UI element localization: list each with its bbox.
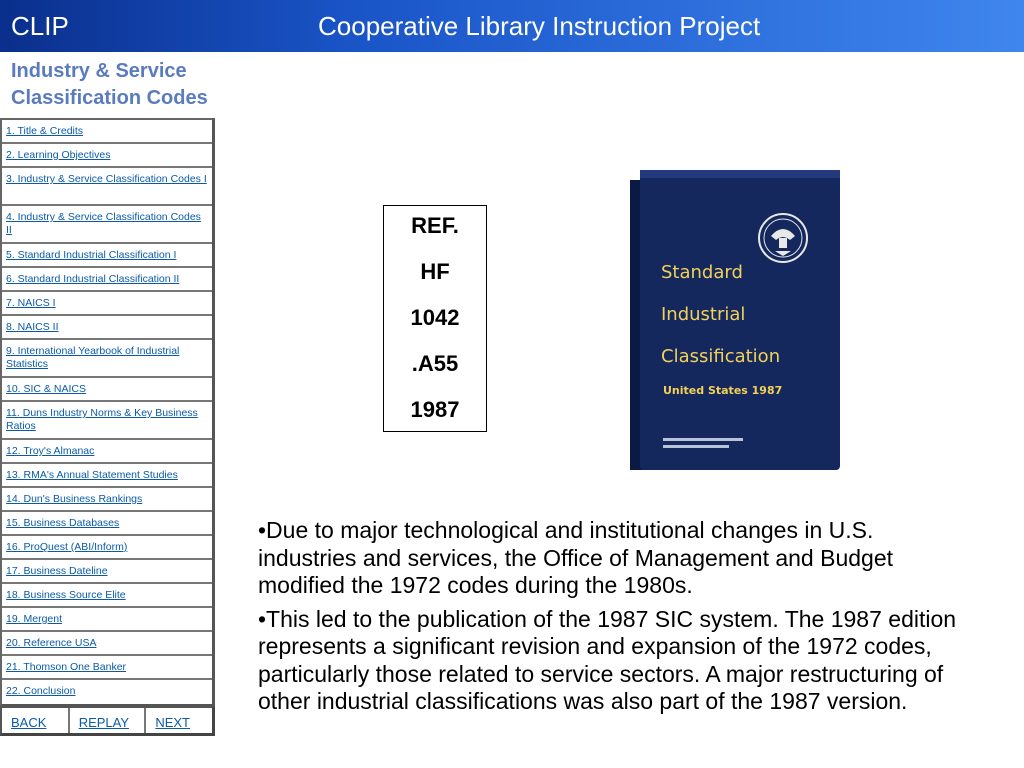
book-cover-image [628, 158, 842, 472]
call-number-line: 1042 [410, 305, 460, 330]
toc-item[interactable] [2, 560, 212, 584]
toc-item[interactable] [2, 608, 212, 632]
call-number-line: 1987 [410, 397, 460, 422]
next-button[interactable]: NEXT [155, 715, 190, 730]
body-text [258, 517, 978, 722]
toc-link-reference-usa[interactable]: 20. Reference USA [6, 637, 97, 649]
nav-bar [0, 706, 215, 736]
toc-link-sic-2[interactable]: 6. Standard Industrial Classification II [6, 273, 180, 285]
toc-link-conclusion[interactable]: 22. Conclusion [6, 685, 76, 697]
toc-link-codes-1[interactable]: 3. Industry & Service Classification Codes I [6, 173, 207, 185]
toc-link-rma[interactable]: 13. RMA's Annual Statement Studies [6, 469, 178, 481]
toc-link-proquest[interactable]: 16. ProQuest (ABI/Inform) [6, 541, 128, 553]
toc-item[interactable] [2, 168, 212, 206]
toc-item[interactable] [2, 632, 212, 656]
body-paragraph-1: •Due to major technological and institutional changes in U.S. industries and services, the Office of Management and Budget modified the 1972 codes during the 1980s. [258, 517, 894, 598]
toc-link-thomson-one[interactable]: 21. Thomson One Banker [6, 661, 127, 673]
toc-item[interactable] [2, 378, 212, 402]
toc-link-sic-1[interactable]: 5. Standard Industrial Classification I [6, 249, 177, 261]
toc-link-naics-2[interactable]: 8. NAICS II [6, 321, 59, 333]
toc-link-sic-naics[interactable]: 10. SIC & NAICS [6, 383, 86, 395]
toc-link-business-databases[interactable]: 15. Business Databases [6, 517, 120, 529]
toc-link-duns-norms[interactable]: 11. Duns Industry Norms & Key Business Ratios [6, 407, 198, 432]
toc-item[interactable] [2, 268, 212, 292]
book-title-line-1: Standard [661, 262, 743, 283]
toc-item[interactable] [2, 206, 212, 244]
toc-link-business-dateline[interactable]: 17. Business Dateline [6, 565, 108, 577]
call-number-box [383, 205, 487, 432]
toc-item[interactable] [2, 536, 212, 560]
toc-link-mergent[interactable]: 19. Mergent [6, 613, 63, 625]
replay-button[interactable]: REPLAY [70, 708, 147, 733]
toc-item[interactable] [2, 292, 212, 316]
call-number-line: .A55 [411, 351, 459, 376]
toc-item[interactable] [2, 464, 212, 488]
toc-link-title-credits[interactable]: 1. Title & Credits [6, 125, 84, 137]
toc-item[interactable] [2, 340, 212, 378]
toc-item[interactable] [2, 244, 212, 268]
toc-item[interactable] [2, 584, 212, 608]
toc-item[interactable] [2, 440, 212, 464]
toc-item[interactable] [2, 512, 212, 536]
back-button[interactable]: BACK [2, 708, 70, 733]
toc-link-duns-rankings[interactable]: 14. Dun's Business Rankings [6, 493, 143, 505]
app-name: CLIP [11, 11, 69, 41]
toc-item[interactable] [2, 144, 212, 168]
toc-item[interactable] [2, 680, 212, 704]
book-title-line-2: Industrial [661, 304, 746, 325]
toc-link-troys-almanac[interactable]: 12. Troy's Almanac [6, 445, 95, 457]
toc-item[interactable] [2, 402, 212, 440]
toc-item[interactable] [2, 120, 212, 144]
toc-item[interactable] [2, 488, 212, 512]
header-bar [0, 0, 1024, 52]
page-title: Industry & Service Classification Codes [11, 60, 208, 109]
toc-link-business-source-elite[interactable]: 18. Business Source Elite [6, 589, 126, 601]
toc-item[interactable] [2, 316, 212, 340]
call-number-line: HF [420, 259, 450, 284]
call-number-line: REF. [411, 213, 459, 238]
toc-link-yearbook[interactable]: 9. International Yearbook of Industrial Statistics [6, 345, 180, 370]
toc-link-learning-objectives[interactable]: 2. Learning Objectives [6, 149, 111, 161]
body-paragraph-2: •This led to the publication of the 1987 SIC system. The 1987 edition represents a significant revision and expansion of the 1972 codes, particularly those related to service sectors. A major restructuring of other industrial classifications was also part of the 1987 version. [258, 605, 957, 714]
header-title: Cooperative Library Instruction Project [318, 11, 761, 41]
toc-link-naics-1[interactable]: 7. NAICS I [6, 297, 56, 309]
book-cover-illustration [628, 158, 842, 472]
book-subtitle: United States 1987 [663, 384, 783, 397]
book-title-line-3: Classification [661, 346, 781, 367]
toc-item[interactable] [2, 656, 212, 680]
table-of-contents [0, 118, 215, 707]
toc-link-codes-2[interactable]: 4. Industry & Service Classification Codes II [6, 211, 201, 236]
